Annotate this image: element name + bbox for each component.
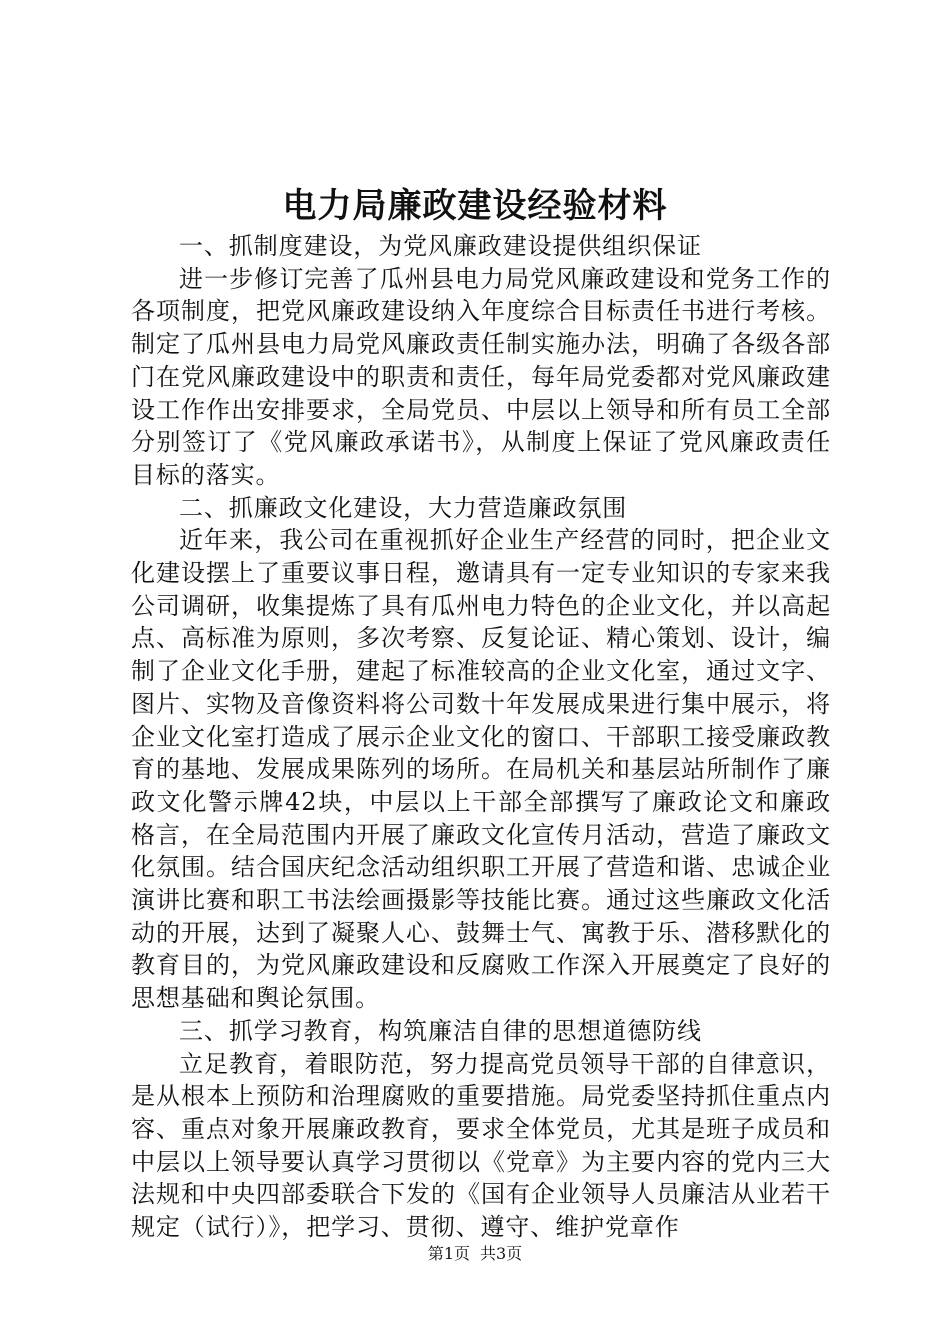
section-heading-3: 三、抓学习教育，构筑廉洁自律的思想道德防线 xyxy=(179,1016,702,1045)
document-body xyxy=(131,230,831,1244)
section-heading-2: 二、抓廉政文化建设，大力营造廉政氛围 xyxy=(179,493,628,522)
section-heading-1: 一、抓制度建设，为党风廉政建设提供组织保证 xyxy=(179,232,702,260)
page-total: 共3页 xyxy=(480,1244,523,1263)
section-paragraph-2: 近年来，我公司在重视抓好企业生产经营的同时，把企业文化建设摆上了重要议事日程，邀请具有一定专业知识的专家来我公司调研，收集提炼了具有瓜州电力特色的企业文化，并以高起点、高标准为原则，多次考察、反复论证、精心策划、设计，编制了企业文化手册，建起了标准较高的企业文化室，通过文字、图片、实物及音像资料将公司数十年发展成果进行集中展示，将企业文化室打造成了展示企业文化的窗口、干部职工接受廉政教育的基地、发展成果陈列的场所。在局机关和基层站所制作了廉政文化警示牌42块，中层以上干部全部撰写了廉政论文和廉政格言，在全局范围内开展了廉政文化宣传月活动，营造了廉政文化氛围。结合国庆纪念活动组织职工开展了营造和谐、忠诚企业演讲比赛和职工书法绘画摄影等技能比赛。通过这些廉政文化活动的开展，达到了凝聚人心、鼓舞士气、寓教于乐、潜移默化的教育目的，为党风廉政建设和反腐败工作深入开展奠定了良好的思想基础和舆论氛围。 xyxy=(131,526,831,1013)
section-paragraph-1: 进一步修订完善了瓜州县电力局党风廉政建设和党务工作的各项制度，把党风廉政建设纳入年度综合目标责任书进行考核。制定了瓜州县电力局党风廉政责任制实施办法，明确了各级各部门在党风廉政建设中的职责和责任，每年局党委都对党风廉政建设工作作出安排要求，全局党员、中层以上领导和所有员工全部分别签订了《党风廉政承诺书》，从制度上保证了党风廉政责任目标的落实。 xyxy=(131,264,831,489)
section-paragraph-3: 立足教育，着眼防范，努力提高党员领导干部的自律意识，是从根本上预防和治理腐败的重要措施。局党委坚持抓住重点内容、重点对象开展廉政教育，要求全体党员，尤其是班子成员和中层以上领导要认真学习贯彻以《党章》为主要内容的党内三大法规和中央四部委联合下发的《国有企业领导人员廉洁从业若干规定（试行）》，把学习、贯彻、遵守、维护党章作 xyxy=(131,1049,831,1242)
page-number: 第1页 xyxy=(427,1244,470,1263)
document-title: 电力局廉政建设经验材料 xyxy=(282,186,668,226)
page-footer xyxy=(0,1243,950,1265)
